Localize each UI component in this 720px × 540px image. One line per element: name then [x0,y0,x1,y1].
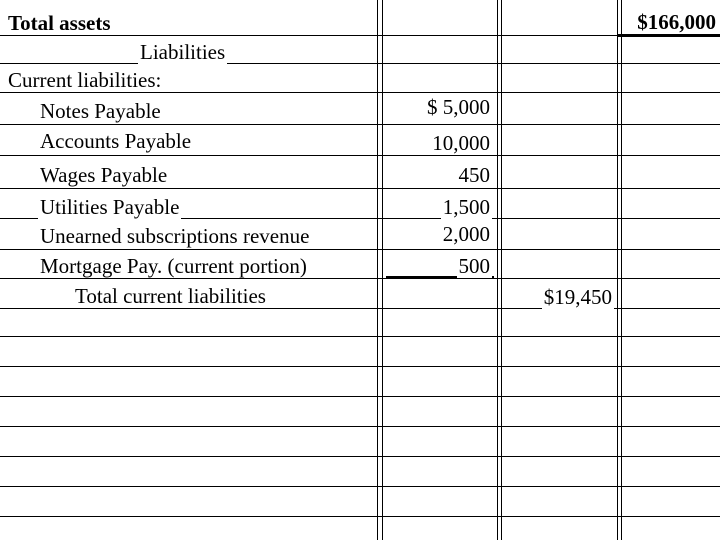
liabilities-heading: Liabilities [140,40,226,64]
grid-col-line [382,0,383,540]
line-item-label: Notes Payable [40,99,161,123]
grid-col-line [497,0,498,540]
grid-col-line [377,0,378,540]
line-item-amount: 2,000 [442,222,490,246]
line-item-amount: 10,000 [432,131,490,155]
line-item-label: Mortgage Pay. (current portion) [40,254,307,278]
line-item-label: Utilities Payable [40,195,180,219]
grid-row-line [0,426,720,427]
grid-col-line [501,0,502,540]
grid-row-line [0,249,720,250]
grid-row-line [0,336,720,337]
grid-row-line [0,516,720,517]
grid-row-line [0,456,720,457]
grid-col-line [621,0,622,540]
line-item-label: Accounts Payable [40,129,192,153]
grid-row-line [0,366,720,367]
line-item-amount: $ 5,000 [427,95,490,119]
current-liabilities-heading: Current liabilities: [8,68,162,92]
line-item-amount: 450 [458,163,490,187]
grid-row-line [0,278,720,279]
grid-row-line [0,92,720,93]
grid-row-line [0,155,720,156]
total-current-liabilities-label: Total current liabilities [75,284,266,308]
grid-row-line [0,396,720,397]
line-item-amount: 500 [458,254,490,278]
total-current-liabilities-value: $19,450 [543,285,612,309]
total-assets-label: Total assets [8,11,111,35]
line-item-amount: 1,500 [442,195,490,219]
total-assets-value: $166,000 [637,10,716,34]
total-assets-double-rule [618,34,720,37]
grid-row-line [0,63,720,64]
grid-row-line [0,124,720,125]
grid-row-line [0,35,720,36]
line-item-label: Unearned subscriptions revenue [40,224,310,248]
grid-col-line [617,0,618,540]
grid-row-line [0,486,720,487]
grid-row-line [0,188,720,189]
line-item-label: Wages Payable [40,163,168,187]
